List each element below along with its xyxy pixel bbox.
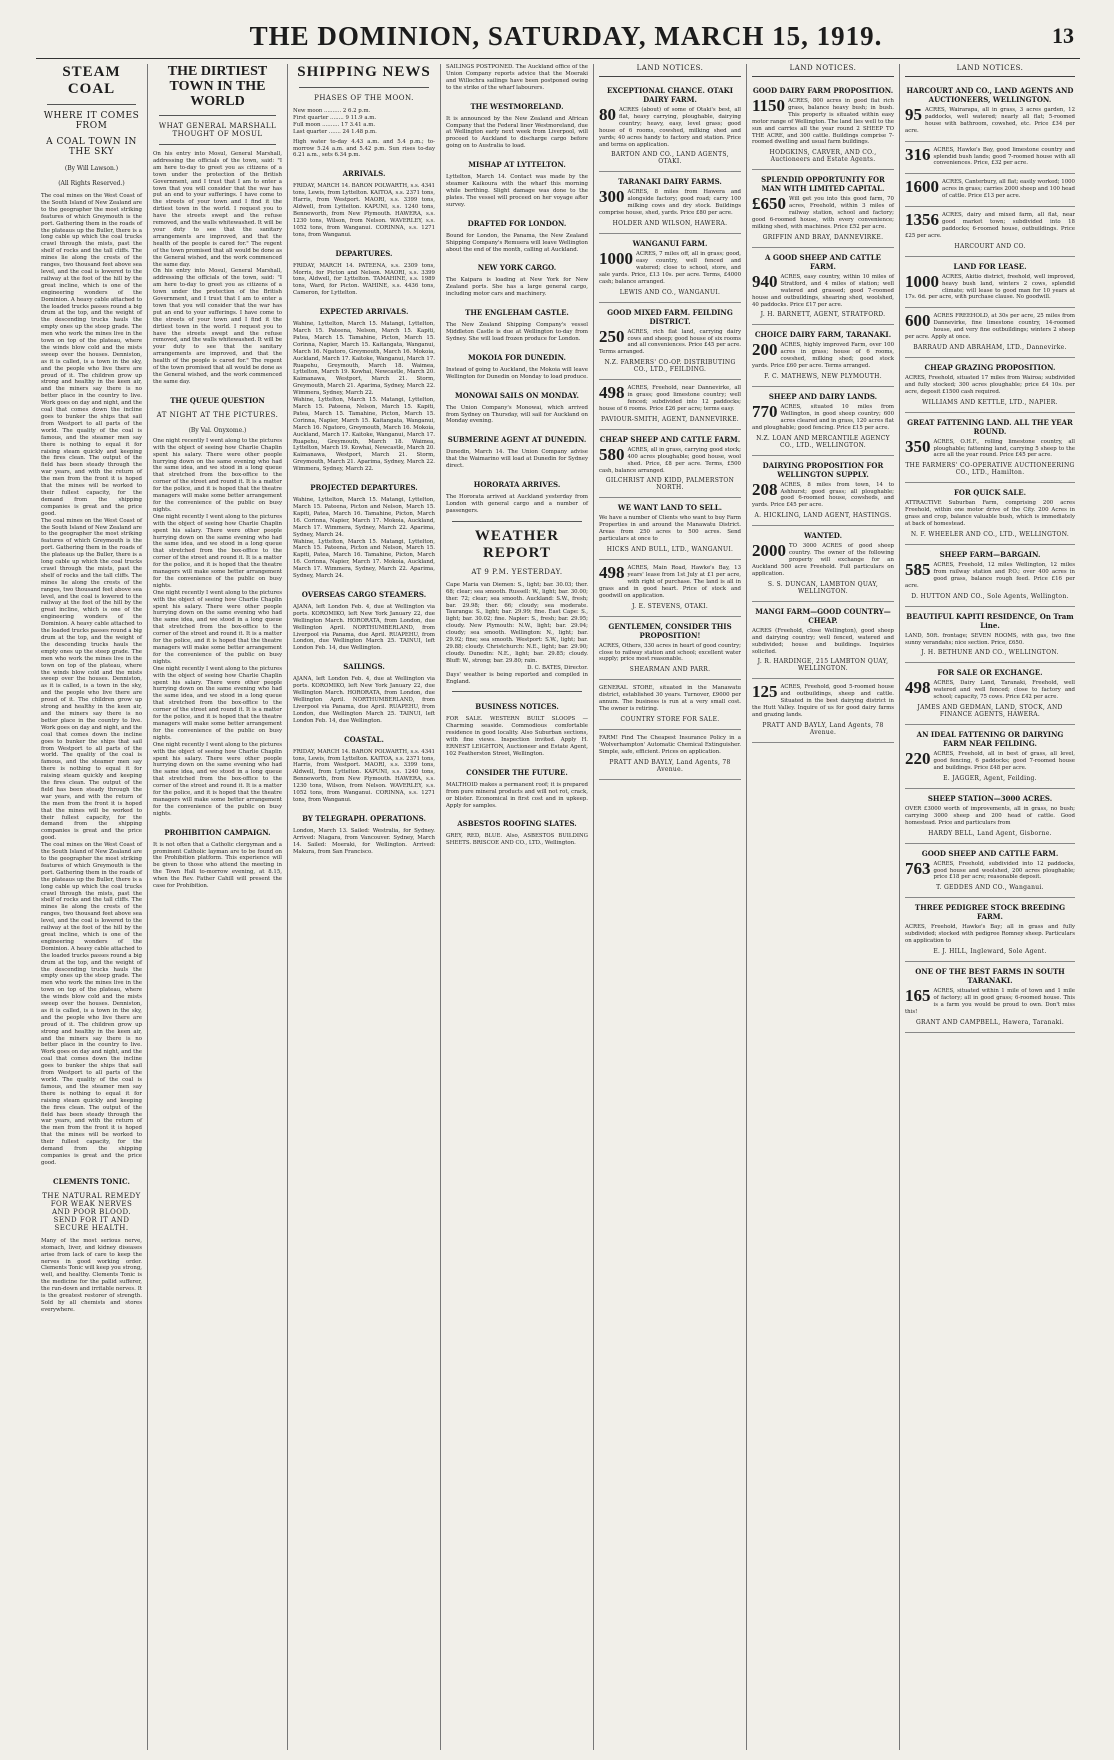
ad-title: CLEMENTS TONIC. [53, 1176, 130, 1186]
ad-agent: S. S. DUNCAN, LAMBTON QUAY, WELLINGTON. [767, 580, 879, 595]
ad-title: A GOOD SHEEP AND CATTLE FARM. [765, 252, 881, 271]
ad-acreage: 498 [905, 678, 931, 698]
ad-text: ACRES, Freehold, subdivided into 12 paddocks, good house and woolshed, 200 acres ploughable; price £18 per acre; reasonable deposit. [933, 860, 1075, 881]
land-ad [905, 413, 1075, 484]
ad-agent: HOLDER AND WILSON, HAWERA. [612, 220, 728, 228]
prohibition-body: It is not often that a Catholic clergyman and a prominent Catholic layman are to be found on the Prohibition platform. This experience will be given to those who attend the meeting in the Town Hall to-morrow evening, at 8.15, when the Rev. Father Cahill will present the case for Prohibition. [153, 841, 282, 890]
ad-title: GOOD DAIRY FARM PROPOSITION. [752, 86, 894, 95]
high-water: High water to-day 4.43 a.m. and 5.4 p.m.; to-morrow 5.24 a.m. and 5.42 p.m. Sun rises to-day 6.21 a.m., sets 6.34 p.m. [293, 138, 435, 159]
ad-text: ACRES, Freehold, Hawke's Bay; all in grass and fully subdivided; stocked with pedigree Romney sheep. Particulars on application to [905, 924, 1075, 945]
news-title: HORORATA ARRIVES. [473, 480, 561, 490]
prohibition-title: PROHIBITION CAMPAIGN. [164, 827, 271, 837]
ad-text: ACRES, Freehold, 12 miles Wellington, 12 miles from railway station and P.O.; over 400 acres in good grass, balance rough feed. Price £16 per acre. [905, 562, 1075, 589]
section-byline: (By Val. Onyxome.) [188, 426, 247, 434]
ad-agent: J. H. BETHUNE AND CO., WELLINGTON. [921, 649, 1059, 657]
ad-title: GOOD SHEEP AND CATTLE FARM. [921, 848, 1059, 858]
ad-acreage: 498 [599, 383, 625, 403]
ad-text: TO 3000 ACRES of good sheep country. The owner of the following property will exchange for an Auckland 500 acre Freehold. Full particulars on application. [752, 543, 894, 577]
ad-title: GENTLEMEN, CONSIDER THIS PROPOSITION! [608, 621, 732, 640]
ad-title: SPLENDID OPPORTUNITY FOR MAN WITH LIMITED CAPITAL. [761, 175, 885, 194]
ad-acreage: 350 [905, 436, 931, 456]
news-body: The Kaipara is loading at New York for New Zealand ports. She has a large general cargo, including motor cars and machinery. [446, 277, 588, 298]
ad-text: Will get you into this good farm, 70 acres, Freehold, within 3 miles of railway station, school and factory; good 6-roomed house, with every convenience; milking shed, with machines. Price £52 per acre. [752, 196, 894, 230]
page-number: 13 [1052, 23, 1074, 48]
column-5 [594, 64, 747, 1750]
land-ad [599, 380, 741, 430]
section-body-cont-2: One night recently I went along to the pictures with the object of seeing how Charlie Chaplin spent his salary. There were other people hurrying down on the same evening who had the same idea, and we stood in a long queue that stretched from the box-office to the corner of the street and round it. It is a matter for the police, and it is hoped that the theatre managers will make some better arrangement for the convenience of the public on busy nights. [153, 589, 282, 665]
ad-acreage: 940 [752, 271, 778, 291]
divider [452, 691, 582, 692]
ad-agent: A. HICKLING, LAND AGENT, HASTINGS. [754, 512, 892, 520]
land-ad [599, 81, 741, 172]
article-body: The coal mines on the West Coast of the South Island of New Zealand are to the geographer the most striking features of which Greymouth is the port. Gathering them in the roads of the plateaus up the Buller, there is a long cable up which the coal trucks crawl through the mists, past the shelf of rocks and the tall cliffs. The mines lie along the crests of the ranges, two thousand feet above sea level, and the coal is lowered to the railway at the foot of the hill by the great incline, which is one of the engineering wonders of the Dominion. A heavy cable attached to the loaded trucks passes round a big drum at the top, and the weight of the descending trucks hauls the empty ones up the steep grade. The men who work the mines live in the town on top of the plateau, where the winds blow cold and the mists sweep over the houses. Denniston, as it is called, is a town in the sky, and the people who live there are proud of it. The children grow up strong and healthy in the keen air, and the miners say there is no better place in the country to live. Work goes on day and night, and the coal that comes down the incline goes to bunker the ships that sail from Westport to all parts of the world. The quality of the coal is famous, and the steamer men say there is nothing to equal it for raising steam quickly and keeping the fires clean. The output of the field has been steady through the war years, and with the return of the men from the front it is hoped that the mines will be worked to their fullest capacity, for the demand from the shipping companies is great and the price good. [41, 193, 142, 517]
article-body: On his entry into Mosul, General Marshall, addressing the officials of the town, said: "I am here to-day to greet you as citizens of a town under the protection of the British Government, and I trust that I am to enter a town that you will consider that the war has put an end to your sufferings. I have come to the streets of your town and I find it the dirtiest town in the world. I request you to have the streets swept and the refuse removed, and the walls whitewashed. It will be your duty to see that the sanitary arrangements are improved, and that the health of the people is cared for." The regent of the town promised that all would be done as the General wished, and the work commenced the same day. [153, 151, 282, 268]
ad-text: ACRES, dairy and mixed farm, all flat, near good market town; subdivided into 18 paddocks; 6-roomed house, outbuildings. Price £25 per acre. [905, 212, 1075, 239]
column-7 [900, 64, 1080, 1750]
ad-text: ATTRACTIVE Suburban Farm, comprising 200 acres Freehold, within one motor drive of the City. 200 Acres in grass and crop, balance valuable bush, which is immediately at back of homestead. [905, 500, 1075, 528]
weather-body: Cape Maria van Diemen: S., light; bar. 30.03; ther. 68; clear; sea smooth. Russell: W., light; bar. 30.00; ther. 72; clear; sea smooth. Auckland: S.W., fresh; bar. 29.98; ther. 66; cloudy; sea moderate. Tauranga: S., light; bar. 29.99; fine. East Cape: S., light; bar. 30.02; fine. Napier: S., fresh; bar. 29.95; cloudy. New Plymouth: N.W., light; bar. 29.94; cloudy; sea smooth. Wellington: N., light; bar. 29.92; fine; sea smooth. Westport: S.W., light; bar. 29.88; cloudy. Christchurch: N.E., light; bar. 29.90; cloudy. Dunedin: N.E., light; bar. 29.85; cloudy. Bluff: W., strong; bar. 29.80; rain. [446, 581, 588, 664]
ad-agent: LEWIS AND CO., WANGANUI. [619, 288, 721, 296]
ad-agent: GRIFFIN AND BRAY, DANNEVIRKE. [762, 233, 884, 241]
section-title: THE QUEUE QUESTION [170, 395, 265, 405]
news-body: Instead of going to Auckland, the Mokoia will leave Wellington for Dunedin on Monday to load produce. [446, 366, 589, 380]
overseas-title: OVERSEAS CARGO STEAMERS. [301, 589, 427, 599]
ad-text: ACRES FREEHOLD, at 30s per acre, 25 miles from Dannevirke, fine limestone country, 14-roomed house, and very fine outbuildings; winters 2 sheep per acre. Apply at once. [905, 313, 1075, 341]
ad-agent: PRATT AND BAYLY, Land Agents, 78 Avenue. [609, 758, 731, 773]
masthead [0, 0, 1114, 54]
ad-text: ACRES, Others, 330 acres in heart of good country; close to railway station and school; excellent water supply; price most reasonable. [599, 642, 741, 663]
article-body-cont-2: The coal mines on the West Coast of the South Island of New Zealand are to the geographer the most striking features of which Greymouth is the port. Gathering them in the roads of the plateaus up the Buller, there is a long cable up which the coal trucks crawl through the mists, past the shelf of rocks and the tall cliffs. The mines lie along the crests of the ranges, two thousand feet above sea level, and the coal is lowered to the railway at the foot of the hill by the great incline, which is one of the engineering wonders of the Dominion. A heavy cable attached to the loaded trucks passes round a big drum at the top, and the weight of the descending trucks hauls the empty ones up the steep grade. The men who work the mines live in the town on top of the plateau, where the winds blow cold and the mists sweep over the houses. Denniston, as it is called, is a town in the sky, and the people who live there are proud of it. The children grow up strong and healthy in the keen air, and the miners say there is no better place in the country to live. Work goes on day and night, and the coal that comes down the incline goes to bunker the ships that sail from Westport to all parts of the world. The quality of the coal is famous, and the steamer men say there is nothing to equal it for raising steam quickly and keeping the fires clean. The output of the field has been steady through the war years, and with the return of the men from the front it is hoped that the mines will be worked to their fullest capacity, for the demand from the shipping companies is great and the price good. [41, 842, 142, 1166]
land-ad [905, 174, 1075, 207]
land-ad [599, 560, 741, 617]
ad-title: WE WANT LAND TO SELL. [617, 503, 723, 513]
ad-agent: T. GEDDES AND CO., Wanganui. [936, 884, 1044, 892]
ad-text: ACRES, rich flat land, carrying dairy cows and sheep; good house of six rooms and all conveniences. Price £45 per acre. Terms arranged. [599, 328, 741, 356]
land-ad [905, 725, 1075, 789]
weather-signature: D. C. BATES, Director. [527, 664, 588, 671]
ad-text: ACRES (about) of some of Otaki's best, all flat, heavy carrying, ploughable, dairying country; heavy, easy, level grass; good house of 6 rooms, cowshed, milking shed and yards; 40 acres handy to factory and station. Price and terms on application. [599, 107, 741, 148]
ad-text: ACRES, O.H.F., rolling limestone country, all ploughable; fattening land, carrying 5 sheep to the acre all the year round. Price £45 per acre. [933, 438, 1075, 459]
ad-text: ACRES, Canterbury, all flat; easily worked; 1000 acres in grass; carries 2000 sheep and 100 head of cattle. Price £13 per acre. [942, 179, 1075, 200]
land-ad [905, 607, 1075, 664]
moon-phase-row: Last quarter ....... 24 1.48 p.m. [293, 128, 377, 135]
ad-text: ACRES, 8 miles from Hawera and alongside factory; good road; carry 100 milking cows and dry stock. Buildings comprise house, shed, yards. Price £80 per acre. [599, 189, 741, 217]
ad-text: GENERAL STORE, situated in the Manawatu district, established 30 years. Turnover, £9000 per annum. The business is run at a very small cost. The owner is retiring. [599, 685, 741, 713]
ad-acreage: 770 [752, 402, 778, 422]
ad-text: ACRES (Freehold, close Wellington), good sheep and dairying country; well fenced, watered and subdivided; house and buildings. Inquiries solicited. [752, 627, 894, 655]
rights-note: (All Rights Reserved.) [58, 180, 125, 187]
weather-note: Days' weather is being reported and compiled in England. [446, 671, 588, 685]
ad-title: HARCOURT AND CO., LAND AGENTS AND AUCTIONEERS, WELLINGTON. [906, 86, 1074, 104]
column-3 [288, 64, 441, 1750]
land-ad [599, 430, 741, 499]
ad-text: ACRES, Hawke's Bay, good limestone country and splendid bush lands; good 7-roomed house with all conveniences. Price, £32 per acre. [933, 146, 1075, 167]
ad-title: MANGI FARM—GOOD COUNTRY—CHEAP. [755, 606, 891, 625]
ad-agent: THE FARMERS' CO-OPERATIVE AUCTIONEERING CO., LTD., Hamilton. [905, 462, 1075, 477]
ad-title: SHEEP STATION—3000 ACRES. [927, 793, 1053, 803]
ad-text: ACRES, Akitio district, freehold, well improved, heavy bush land, winters 2 cows, splendid climate; will lease to good man for 10 years at 17s. 6d. per acre, with purchase clause. No goodwill. [905, 273, 1075, 301]
ad-agent: SHEARMAN AND PARR. [629, 666, 711, 674]
ad-acreage: 1000 [905, 271, 939, 291]
ad-text: ACRES, 8 miles from town, 14 to Ashhurst; good grass; all ploughable; good 6-roomed house, cowsheds, and yards. Price £45 per acre. [752, 481, 894, 509]
article-subtitle: WHERE IT COMES FROM [43, 111, 140, 131]
moon-phase-row: Full moon .......... 17 3.41 a.m. [293, 121, 376, 128]
ad-acreage: 580 [599, 444, 625, 464]
ad-title: FOR QUICK SALE. [953, 488, 1027, 498]
arrivals-list: FRIDAY, MARCH 14. BARON POLWARTH, s.s. 4341 tons, Lewis, from Lyttelton. KAITOA, s.s. 2371 tons, Harris, from Westport. MAORI, s.s. 3399 tons, Aldwell, from Lyttelton. KAPUNI, s.s. 1240 tons, Benneworth, from New Plymouth. HAWERA, s.s. 1230 tons, Wilson, from Nelson. WAVERLEY, s.s. 1052 tons, from Wanganui. CORINNA, s.s. 1271 tons, from Wanganui. [293, 183, 435, 238]
ad-agent: PAVIOUR-SMITH, AGENT, DANNEVIRKE. [600, 415, 740, 423]
ad-agent: E. JAGGER, Agent, Feilding. [943, 774, 1037, 782]
ad-agent: BARRAUD AND ABRAHAM, LTD., Dannevirke. [913, 343, 1067, 351]
telegraph-title: BY TELEGRAPH. OPERATIONS. [302, 813, 426, 823]
article-title: THE DIRTIEST TOWN IN THE WORLD [167, 64, 268, 109]
section-body-cont: One night recently I went along to the pictures with the object of seeing how Charlie Chaplin spent his salary. There were other people hurrying down on the same evening who had the same idea, and we stood in a long queue that stretched from the box-office to the corner of the street and round it. It is a matter for the police, and it is hoped that the theatre managers will make some better arrangement for the convenience of the public on busy nights. [153, 513, 282, 589]
ad-agent: PRATT AND BAYLY, Land Agents, 78 Avenue. [762, 721, 884, 736]
ad-text: ACRES, 7 miles off, all in grass; good, easy country, well fenced and watered; close to school, store, and sale yards. Price, £13 10s. per acre. Terms, £4000 cash; balance arranged. [599, 251, 741, 285]
news-title: NEW YORK CARGO. [477, 263, 557, 273]
ad-acreage: 80 [599, 105, 616, 124]
ad-list [599, 81, 741, 780]
ad-agent: J. R. HARDINGE, 215 LAMBTON QUAY, WELLINGTON. [757, 658, 889, 673]
coastal-list: FRIDAY, MARCH 14. BARON POLWARTH, s.s. 4341 tons, Lewis, from Lyttelton. KAITOA, s.s. 2371 tons, Harris, from Westport. MAORI, s.s. 3399 tons, Aldwell, from Lyttelton. KAPUNI, s.s. 1240 tons, Benneworth, from New Plymouth. HAWERA, s.s. 1230 tons, Wilson, from Nelson. WAVERLEY, s.s. 1052 tons, from Wanganui. CORINNA, s.s. 1271 tons, from Wanganui. [293, 748, 435, 803]
news-title: MOKOIA FOR DUNEDIN. [468, 352, 566, 362]
ad-title: AN IDEAL FATTENING OR DAIRYING FARM NEAR FEILDING. [916, 730, 1064, 749]
ad-agent: GILCHRIST AND KIDD, PALMERSTON NORTH. [605, 477, 735, 492]
land-ad [905, 545, 1075, 607]
ad-title: ONE OF THE BEST FARMS IN SOUTH TARANAKI. [915, 967, 1065, 986]
masthead-rule [36, 58, 1080, 59]
coastal-title: COASTAL. [344, 734, 384, 744]
weather-subtitle: AT 9 P.M. YESTERDAY. [471, 567, 563, 576]
ad-acreage: 200 [752, 340, 778, 360]
newspaper-title: THE DOMINION, SATURDAY, MARCH 15, 1919. [249, 20, 883, 51]
ad-list [905, 81, 1075, 1033]
land-ad [599, 617, 741, 681]
ad-title: WANGANUI FARM. [632, 239, 708, 249]
ad-title: WANTED. [803, 531, 843, 541]
ad-acreage: 165 [905, 986, 931, 1006]
land-ad [752, 248, 894, 326]
ad-acreage: 1000 [599, 249, 633, 269]
ad-agent: F. C. MATHEWS, NEW PLYMOUTH. [764, 373, 882, 381]
land-ad [905, 358, 1075, 413]
column-4 [441, 64, 594, 1750]
ad-text: ACRES, Wairarapa, all in grass, 3 acres garden, 12 paddocks, well watered; nearly all flat; 5-roomed house with bathroom, cowshed, etc. Price £34 per acre. [905, 107, 1075, 134]
ad-acreage: 250 [599, 326, 625, 346]
news-title: MISHAP AT LYTTELTON. [468, 160, 566, 170]
land-ad [905, 257, 1075, 309]
ad-text: ACRES, Freehold, near Dannevirke, all in grass; good limestone country; well fenced; subdivided into 12 paddocks; house of 6 rooms. Price £26 per acre; terms easy. [599, 385, 741, 412]
divider [452, 521, 582, 522]
news-body: The Union Company's Monowai, which arrived from Sydney on Thursday, will sail for Auckland on Monday evening. [446, 404, 588, 425]
ad-text: OVER £3000 worth of improvements, all in grass, no bush; carrying 3000 sheep and 200 head of cattle. Good homestead. Price and particulars from [905, 805, 1075, 826]
ad-text: ACRES, situated 10 miles from Wellington, in good sheep country; 600 acres cleared and in grass, 120 acres flat and ploughable; good fencing. Price £15 per acre. [752, 404, 894, 431]
ad-acreage: 585 [905, 560, 931, 579]
ad-title: THREE PEDIGREE STOCK BREEDING FARM. [914, 903, 1066, 922]
expected-list: Wahine, Lyttelton, March 15. Matangi, Lyttelton, March 15. Pateena, Nelson, March 15. Kapiti, Patea, March 15. Tamahine, Picton, March 15. Corinna, Napier, March 15. Kaitangata, Wanganui, March 16. Ngatoro, Greymouth, March 16. Mokoia, Auckland, March 17. Kaitoke, Wanganui, March 17. Ruapehu, Greymouth, March 18. Waimea, Lyttelton, March 19. Kowhai, Newcastle, March 20. Kaimanawa, Westport, March 21. Storm, Greymouth, March 21. Aparima, Sydney, March 22. Wimmera, Sydney, March 22. [293, 321, 435, 397]
article-body-cont: On his entry into Mosul, General Marshall, addressing the officials of the town, said: "I am here to-day to greet you as citizens of a town under the protection of the British Government, and I trust that I am to enter a town that you will consider that the war has put an end to your sufferings. I have come to the streets of your town and I find it the dirtiest town in the world. I request you to have the streets swept and the refuse removed, and the walls whitewashed. It will be your duty to see that the sanitary arrangements are improved, and that the health of the people is cared for." The regent of the town promised that all would be done as the General wished, and the work commenced the same day. [153, 268, 282, 385]
sailings-title: SAILINGS. [343, 662, 385, 672]
land-ad [752, 325, 894, 387]
land-ad [599, 730, 741, 780]
land-ad [905, 789, 1075, 844]
ad-title: GREAT FATTENING LAND. ALL THE YEAR ROUND. [907, 417, 1073, 436]
projected-title: PROJECTED DEPARTURES. [310, 483, 418, 493]
land-ad [599, 234, 741, 303]
news-title: MONOWAI SAILS ON MONDAY. [455, 390, 579, 400]
land-ad [905, 207, 1075, 257]
section-body: One night recently I went along to the pictures with the object of seeing how Charlie Chaplin spent his salary. There were other people hurrying down on the same evening who had the same idea, and we stood in a long queue that stretched from the box-office to the corner of the street and round it. It is a matter for the police, and it is hoped that the theatre managers will make some better arrangement for the convenience of the public on busy nights. [153, 437, 282, 513]
departures-title: DEPARTURES. [335, 248, 393, 258]
news-title: SUBMERINE AGENT AT DUNEDIN. [447, 435, 587, 445]
ad-title: CHOICE DAIRY FARM, TARANAKI. [754, 330, 892, 340]
ad-acreage: 2000 [752, 541, 786, 561]
sailings-list: AJANA, left London Feb. 4, due at Wellington via ports. KOROMIKO, left New York January 22, due Wellington March. HORORATA, from London, due Wellington April. NORTHUMBERLAND, from Liverpool via Panama, due April. RUAPEHU, from London, due Wellington March 25. TAINUI, left London Feb. 14, due Wellington. [293, 676, 435, 724]
land-ad [752, 170, 894, 248]
land-ad [599, 498, 741, 560]
ad-agent: JAMES AND GEDMAN, LAND, STOCK, AND FINANCE AGENTS, HAWERA. [917, 704, 1063, 719]
ad-acreage: 763 [905, 858, 931, 878]
ad-agent: D. HUTTON AND CO., Sole Agents, Wellington. [911, 592, 1069, 600]
shipping-title: SHIPPING NEWS [297, 64, 431, 80]
sailings-postponed: SAILINGS POSTPONED. The Auckland office of the Union Company reports advice that the Moeraki and Willochra sailings have been postponed owing to the strike of the wharf labourers. [446, 64, 588, 91]
byline: (By Will Lawson.) [64, 165, 119, 172]
ad-agent: E. J. HILL, Ingleward, Sole Agent. [933, 948, 1047, 956]
ad-agent: HODGKINS, CARVER, AND CO., Auctioneers and Estate Agents. [769, 149, 877, 164]
news-body: It is announced by the New Zealand and African Company that the Federal liner Westmoreland, due at Wellington early next week from Liverpool, will proceed to Auckland to discharge cargo before going on to Australia to load. [446, 115, 588, 150]
ad-title: TARANAKI DAIRY FARMS. [618, 177, 722, 187]
weather-title: WEATHER REPORT [474, 527, 560, 561]
land-ad [905, 483, 1075, 545]
news-body: Lyttelton, March 14. Contact was made by the steamer Kaikoura with the wharf this morning while berthing. Slight damage was done to the plates. The vessel will proceed on her voyage after survey. [446, 174, 588, 208]
land-ad [752, 602, 894, 680]
ad-title: BEAUTIFUL KAPITI RESIDENCE, On Tram Line. [906, 611, 1074, 630]
ad-acreage: 600 [905, 311, 931, 331]
overseas-list: AJANA, left London Feb. 4, due at Wellington via ports. KOROMIKO, left New York January 22, due Wellington March. HORORATA, from London, due Wellington April. NORTHUMBERLAND, from Liverpool via Panama, due April. RUAPEHU, from London, due Wellington March 25. TAINUI, left London Feb. 14, due Wellington. [293, 603, 435, 652]
ad-heading: THE NATURAL REMEDY FOR WEAK NERVES AND POOR BLOOD. SEND FOR IT AND SECURE HEALTH. [42, 1191, 141, 1232]
news-body: Dunedin, March 14. The Union Company advise that the Waimarino will load at Dunedin for Sydney direct. [446, 449, 588, 470]
land-ad [599, 680, 741, 730]
telegraph-list: London, March 13. Sailed: Westralia, for Sydney. Arrived: Niagara, from Vancouver. Sydney, March 14. Sailed: Moeraki, for Wellington. Arrived: Makura, from San Francisco. [293, 827, 435, 855]
ad-text: LAND, 50ft. frontage; SEVEN ROOMS, with gas, two fine sunny verandahs; nice section. Price, £650. [905, 632, 1075, 646]
business-title: BUSINESS NOTICES. [475, 702, 559, 712]
ad-agent: COUNTRY STORE FOR SALE. [620, 715, 720, 723]
article-body-cont: The coal mines on the West Coast of the South Island of New Zealand are to the geographer the most striking features of which Greymouth is the port. Gathering them in the roads of the plateaus up the Buller, there is a long cable up which the coal trucks crawl through the mists, past the shelf of rocks and the tall cliffs. The mines lie along the crests of the ranges, two thousand feet above sea level, and the coal is lowered to the railway at the foot of the hill by the great incline, which is one of the engineering wonders of the Dominion. A heavy cable attached to the loaded trucks passes round a big drum at the top, and the weight of the descending trucks hauls the empty ones up the steep grade. The men who work the mines live in the town on top of the plateau, where the winds blow cold and the mists sweep over the houses. Denniston, as it is called, is a town in the sky, and the people who live there are proud of it. The children grow up strong and healthy in the keen air, and the miners say there is no better place in the country to live. Work goes on day and night, and the coal that comes down the incline goes to bunker the ships that sail from Westport to all parts of the world. The quality of the coal is famous, and the steamer men say there is nothing to equal it for raising steam quickly and keeping the fires clean. The output of the field has been steady through the war years, and with the return of the men from the front it is hoped that the mines will be worked to their fullest capacity, for the demand from the shipping companies is great and the price good. [41, 517, 142, 842]
ad-title: CHEAP SHEEP AND CATTLE FARM. [599, 434, 741, 444]
column-6 [747, 64, 900, 1750]
ad-acreage: £650 [752, 194, 786, 214]
ad-agent: J. E. STEVENS, OTAKI. [631, 602, 709, 610]
land-ad [905, 663, 1075, 725]
ad-acreage: 220 [905, 749, 931, 769]
ad-acreage: 300 [599, 187, 625, 207]
ad-acreage: 498 [599, 563, 625, 583]
ad-title: GOOD MIXED FARM. FEILDING DISTRICT. [607, 307, 733, 326]
departures-list: FRIDAY, MARCH 14. PATEENA, s.s. 2309 tons, Morris, for Picton and Nelson. MAORI, s.s. 3399 tons, Aldwell, for Lyttelton. TAMAHINE, s.s. 1989 tons, Ward, for Picton. WAHINE, s.s. 4436 tons, Cameron, for Lyttelton. [293, 262, 435, 297]
land-notices-header: LAND NOTICES. [752, 64, 894, 77]
ad-agent: N.Z. LOAN AND MERCANTILE AGENCY CO., LTD., WELLINGTON. [756, 434, 890, 449]
ad-text: ACRES, situated within 1 mile of town and 1 mile of factory; all in good grass; 6-roomed house. This is a farm you would be proud to own. Don't miss this! [905, 988, 1075, 1015]
land-ad [905, 142, 1075, 175]
ad-acreage: 1356 [905, 210, 939, 230]
land-ad [905, 898, 1075, 962]
news-title: DRAFTED FOR LONDON. [467, 218, 567, 228]
ad-agent: WILLIAMS AND KETTLE, LTD., NAPIER. [922, 398, 1058, 406]
news-body: The Hororata arrived at Auckland yesterday from London with general cargo and a number of passengers. [446, 494, 588, 514]
expected-title: EXPECTED ARRIVALS. [319, 307, 409, 317]
ad-agent: N. F. WHEELER AND CO., LTD., WELLINGTON. [910, 531, 1070, 538]
ad-body: Many of the most serious nerve, stomach, liver, and kidney diseases arise from lack of care to keep the nerves in good working order. Clements Tonic will keep you strong, well, and healthy. Clements Tonic is the medicine for the pallid sufferer, the run-down and irritable nerves. It is the greatest restorer of strength. Sold by all chemists and stores everywhere. [41, 1237, 142, 1313]
arrivals-title: ARRIVALS. [342, 169, 386, 179]
ad-acreage: 1600 [905, 177, 939, 197]
article-subtitle: WHAT GENERAL MARSHALL THOUGHT OF MOSUL [158, 122, 277, 138]
expected-list-cont: Wahine, Lyttelton, March 15. Matangi, Lyttelton, March 15. Pateena, Nelson, March 15. Kapiti, Patea, March 15. Tamahine, Picton, March 15. Corinna, Napier, March 15. Kaitangata, Wanganui, March 16. Ngatoro, Greymouth, March 16. Mokoia, Auckland, March 17. Kaitoke, Wanganui, March 17. Ruapehu, Greymouth, March 18. Waimea, Lyttelton, March 19. Kowhai, Newcastle, March 20. Kaimanawa, Westport, March 21. Storm, Greymouth, March 21. Aparima, Sydney, March 22. Wimmera, Sydney, March 22. [293, 397, 435, 473]
columns [36, 64, 1080, 1750]
land-ad [752, 526, 894, 602]
ad-acreage: 1150 [752, 96, 786, 115]
land-ad [599, 172, 741, 234]
ad-agent: N.Z. FARMERS' CO-OP. DISTRIBUTING CO., LTD., FEILDING. [604, 359, 736, 374]
ad-text: FARM! Find The Cheapest Insurance Policy in a 'Wolverhampton' Automatic Chemical Extinguisher. Simple, safe, efficient. Prices on application. [599, 734, 741, 755]
roofing-body: GREY, RED, BLUE. Also, ASBESTOS BUILDING SHEETS. BRISCOE AND CO., LTD., Wellington. [446, 833, 588, 847]
land-ad [752, 456, 894, 527]
ad-title: DAIRYING PROPOSITION FOR WELLINGTON SUPPLY. [762, 460, 884, 479]
moon-phase-row: New moon .......... 2 6.2 p.m. [293, 108, 371, 114]
ad-text: ACRES, Freehold, situated 17 miles from Wairoa; subdivided and fully stocked; 300 acres ploughable; price £4 10s. per acre, deposit £1500 cash required. [905, 374, 1075, 395]
ad-text: ACRES, Dairy Land, Taranaki, Freehold, well watered and well fenced; close to factory and school; capacity, 75 cows. Price £42 per acre. [933, 680, 1075, 701]
article-title: STEAM COAL [62, 64, 121, 97]
ad-text: ACRES, all in grass, carrying good stock; 400 acres ploughable; good house, wool shed. Price, £8 per acre. Terms, £500 cash, balance arranged. [599, 446, 741, 474]
news-body: The New Zealand Shipping Company's vessel Middleton Castle is due at Wellington to-day from Sydney. She will load frozen produce for London. [446, 322, 588, 342]
moon-phase-row: First quarter ........ 9 11.9 a.m. [293, 114, 377, 121]
news-body: Bound for London, the Panama, the New Zealand Shipping Company's Remuera will leave Wellington about the end of the month, calling at Auckland. [446, 232, 588, 253]
roofing-title: ASBESTOS ROOFING SLATES. [457, 819, 577, 829]
ad-text: ACRES, Main Road, Hawke's Bay, 13 years' lease from 1st July at £1 per acre, with right of purchase. The land is all in grass and in good heart. Price of stock and goodwill on application. [599, 565, 741, 599]
land-ad [752, 81, 894, 170]
ad-acreage: 316 [905, 144, 931, 164]
ad-agent: HARCOURT AND CO. [954, 242, 1026, 250]
ad-title: EXCEPTIONAL CHANCE. OTAKI DAIRY FARM. [606, 86, 734, 104]
ad-agent: HARDY BELL, Land Agent, Gisborne. [928, 829, 1052, 837]
land-ad [905, 308, 1075, 358]
phases-title: PHASES OF THE MOON. [314, 94, 414, 102]
ad-title: FOR SALE OR EXCHANGE. [937, 668, 1043, 678]
land-ad [905, 844, 1075, 899]
consider-title: CONSIDER THE FUTURE. [466, 767, 568, 777]
ad-text: ACRES, easy country, within 10 miles of Stratford, and 4 miles of station; well watered and grassed; good 7-roomed house and outbuildings, shearing shed, woolshed, 40 paddocks. Price £17 per acre. [752, 273, 894, 308]
ad-acreage: 95 [905, 105, 922, 124]
ad-text: ACRES, Freehold, good 5-roomed house and outbuildings, sheep and cattle. Situated in the best dairying district in the Hutt Valley. Inquire of us for good dairy farms and grazing lands. [752, 684, 894, 719]
land-ad [905, 81, 1075, 142]
section-body-cont-3: One night recently I went along to the pictures with the object of seeing how Charlie Chaplin spent his salary. There were other people hurrying down on the same evening who had the same idea, and we stood in a long queue that stretched from the box-office to the corner of the street and round it. It is a matter for the police, and it is hoped that the theatre managers will make some better arrangement for the convenience of the public on busy nights. [153, 665, 282, 741]
divider [159, 115, 276, 116]
section-body-cont-4: One night recently I went along to the pictures with the object of seeing how Charlie Chaplin spent his salary. There were other people hurrying down on the same evening who had the same idea, and we stood in a long queue that stretched from the box-office to the corner of the street and round it. It is a matter for the police, and it is hoped that the theatre managers will make some better arrangement for the convenience of the public on busy nights. [153, 741, 282, 817]
ad-title: SHEEP AND DAIRY LANDS. [768, 392, 878, 402]
ad-text: ACRES, 800 acres in good flat rich grass, balance heavy bush; in bush. This property is situated within easy motor range of Wellington. The land lies well to the sun and carries all the year round 2 SHEEP TO THE ACRE, and 300 cattle. Buildings comprise 7-roomed dwelling and usual farm buildings. [752, 98, 894, 146]
article-subtitle-2: A COAL TOWN IN THE SKY [46, 137, 137, 157]
ad-title: LAND FOR LEASE. [953, 261, 1027, 271]
projected-list: Wahine, Lyttelton, March 15. Matangi, Lyttelton, March 15. Pateena, Picton and Nelson, March 15. Kapiti, Patea, March 16. Tamahine, Picton, March 16. Corinna, Napier, March 17. Mokoia, Auckland, March 17. Wimmera, Sydney, March 22. Aparima, Sydney, March 24. [293, 497, 435, 538]
ad-agent: HICKS AND BULL, LTD., WANGANUI. [606, 546, 734, 554]
ad-text: ACRES, highly improved Farm, over 100 acres in grass; house of 6 rooms, cowshed, milking shed; good stock yards. Price £60 per acre. Terms arranged. [752, 342, 894, 370]
column-2 [148, 64, 288, 1750]
ad-agent: BARTON AND CO., LAND AGENTS, OTAKI. [611, 151, 729, 166]
land-notices-header: LAND NOTICES. [905, 64, 1075, 77]
ad-agent: J. H. BARNETT, AGENT, STRATFORD. [760, 311, 886, 319]
news-title: THE ENGLEHAM CASTLE. [465, 308, 569, 318]
section-subtitle: AT NIGHT AT THE PICTURES. [156, 410, 279, 419]
divider [47, 104, 136, 105]
ad-acreage: 208 [752, 479, 778, 499]
land-ad [752, 679, 894, 743]
land-ad [599, 303, 741, 381]
ad-text: We have a number of Clients who want to buy Farm Properties in and around the Manawatu District. Areas from 250 acres to 500 acres. Send particulars at once to [599, 515, 741, 543]
ad-title: SHEEP FARM—BARGAIN. [939, 550, 1041, 559]
ad-text: ACRES, Freehold, all in best of grass, all level, good fencing, 6 paddocks; good 7-roomed house and buildings. Price £48 per acre. [933, 751, 1075, 771]
ad-agent: GRANT AND CAMPBELL, Hawera, Taranaki. [915, 1018, 1065, 1026]
land-ad [905, 962, 1075, 1033]
news-title: THE WESTMORELAND. [470, 101, 564, 111]
land-notices-header: LAND NOTICES. [599, 64, 741, 77]
column-1 [36, 64, 148, 1750]
business-body: FOR SALE. WESTERN BUILT SLOOPS — Charming seaside. Commodious comfortable residence in good locality. Also Suburban sections, with fine views. Inspection invited. Apply H. ERNEST LEIGHTON, Auctioneer and Estate Agent, 102 Featherston Street, Wellington. [446, 716, 588, 757]
divider [299, 87, 429, 88]
ad-list [752, 81, 894, 743]
land-ad [752, 387, 894, 456]
ad-title: CHEAP GRAZING PROPOSITION. [924, 362, 1056, 372]
projected-list-cont: Wahine, Lyttelton, March 15. Matangi, Lyttelton, March 15. Pateena, Picton and Nelson, March 15. Kapiti, Patea, March 16. Tamahine, Picton, March 16. Corinna, Napier, March 17. Mokoia, Auckland, March 17. Wimmera, Sydney, March 22. Aparima, Sydney, March 24. [293, 538, 435, 580]
ad-acreage: 125 [752, 682, 778, 702]
divider [159, 144, 276, 145]
consider-body: MALTHOID makes a permanent roof; it is prepared from pure mineral products and will not rot, crack, or blister. Economical in first cost and in upkeep. Apply for samples. [446, 781, 588, 809]
